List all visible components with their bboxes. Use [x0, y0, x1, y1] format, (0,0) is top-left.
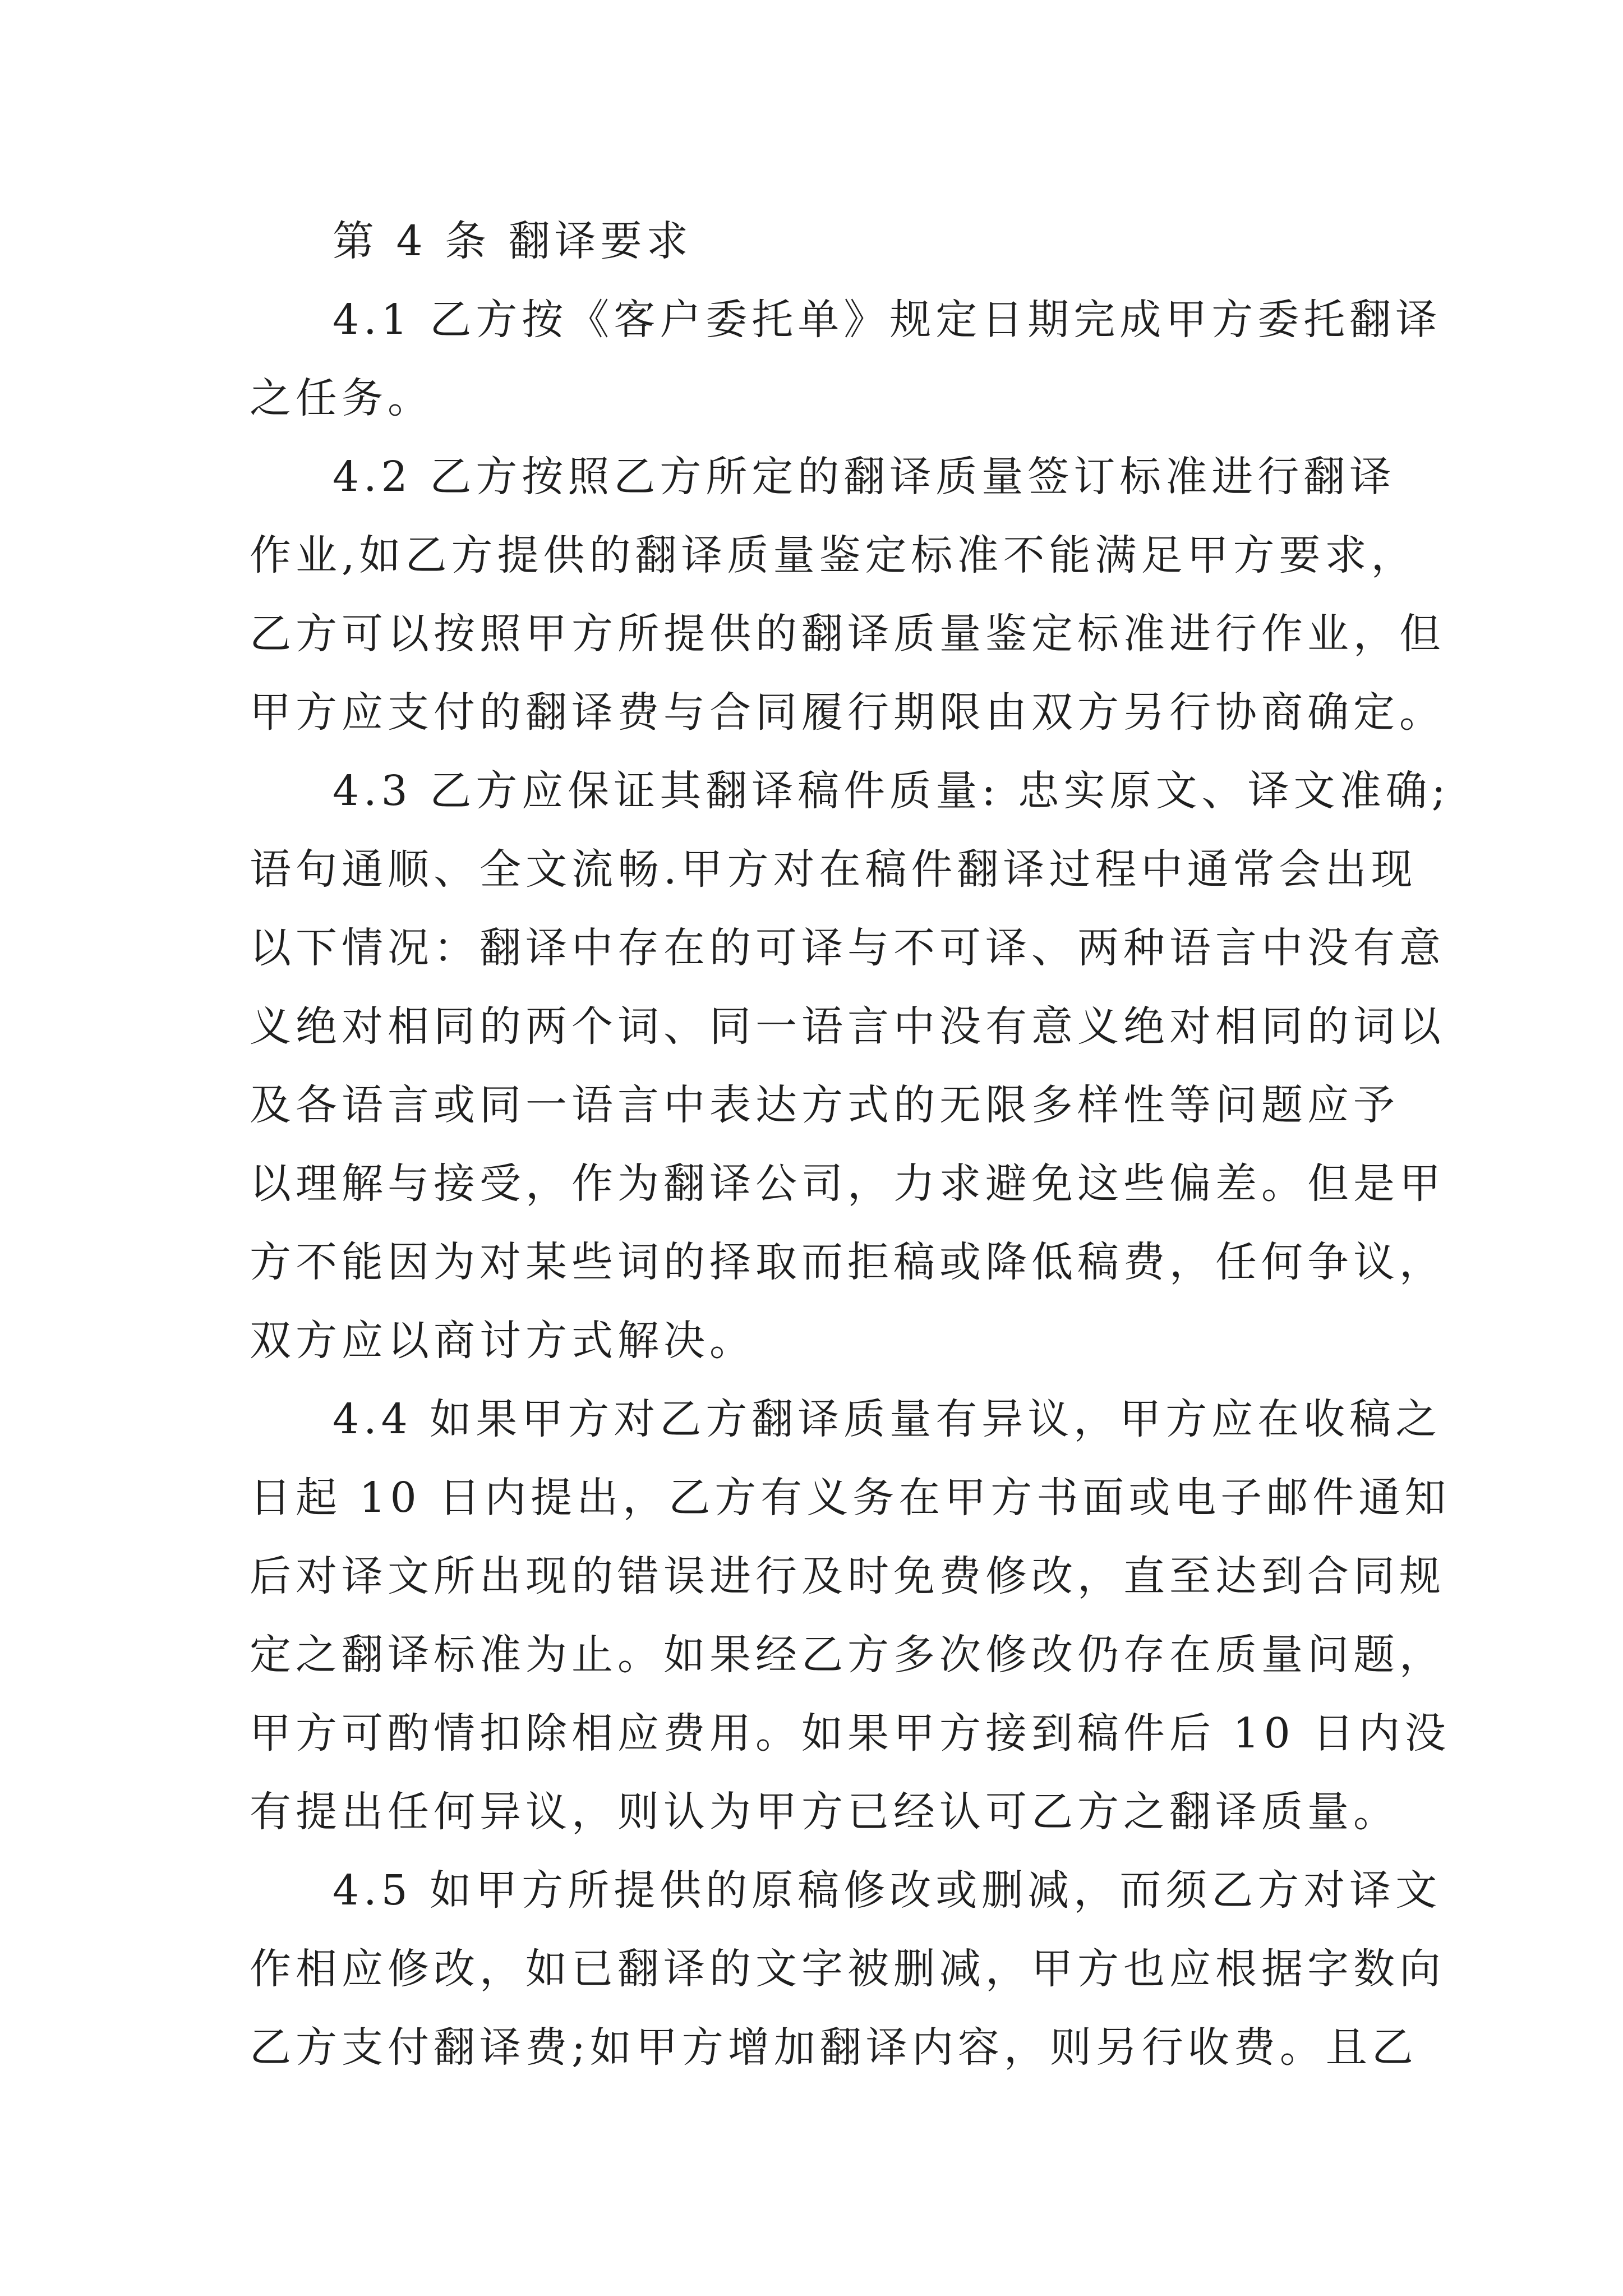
- paragraph-line: 乙方支付翻译费;如甲方增加翻译内容，则另行收费。且乙: [250, 2023, 1418, 2072]
- paragraph-line: 双方应以商讨方式解决。: [250, 1317, 755, 1365]
- paragraph-line: 方不能因为对某些词的择取而拒稿或降低稿费，任何争议，: [250, 1238, 1445, 1286]
- paragraph-line: 4.1 乙方按《客户委托单》规定日期完成甲方委托翻译: [333, 296, 1442, 344]
- paragraph-line: 语句通顺、全文流畅.甲方对在稿件翻译过程中通常会出现: [250, 845, 1417, 894]
- paragraph-line: 之任务。: [250, 374, 434, 422]
- paragraph-line: 作相应修改，如已翻译的文字被删减，甲方也应根据字数向: [250, 1945, 1445, 1993]
- document-body: [250, 202, 1451, 2087]
- paragraph-line: 及各语言或同一语言中表达方式的无限多样性等问题应予: [250, 1081, 1399, 1129]
- paragraph-line: 4.3 乙方应保证其翻译稿件质量: 忠实原文、译文准确;: [333, 767, 1450, 815]
- paragraph-line: 甲方可酌情扣除相应费用。如果甲方接到稿件后 10 日内没: [250, 1709, 1451, 1757]
- paragraph-line: 义绝对相同的两个词、同一语言中没有意义绝对相同的词以: [250, 1002, 1445, 1051]
- paragraph-line: 以理解与接受，作为翻译公司，力求避免这些偏差。但是甲: [250, 1159, 1445, 1208]
- paragraph-line: 有提出任何异议，则认为甲方已经认可乙方之翻译质量。: [250, 1788, 1399, 1836]
- section-heading: 第 4 条 翻译要求: [333, 217, 693, 265]
- paragraph-line: 甲方应支付的翻译费与合同履行期限由双方另行协商确定。: [250, 688, 1445, 737]
- paragraph-line: 乙方可以按照甲方所提供的翻译质量鉴定标准进行作业，但: [250, 610, 1445, 658]
- paragraph-line: 作业,如乙方提供的翻译质量鉴定标准不能满足甲方要求，: [250, 531, 1417, 579]
- paragraph-line: 日起 10 日内提出，乙方有义务在甲方书面或电子邮件通知: [250, 1474, 1451, 1522]
- paragraph-line: 以下情况：翻译中存在的可译与不可译、两种语言中没有意: [250, 924, 1445, 972]
- paragraph-line: 后对译文所出现的错误进行及时免费修改，直至达到合同规: [250, 1552, 1445, 1600]
- paragraph-line: 4.5 如甲方所提供的原稿修改或删减，而须乙方对译文: [333, 1866, 1442, 1915]
- paragraph-line: 定之翻译标准为止。如果经乙方多次修改仍存在质量问题，: [250, 1631, 1445, 1679]
- paragraph-line: 4.4 如果甲方对乙方翻译质量有异议，甲方应在收稿之: [333, 1395, 1442, 1443]
- paragraph-line: 4.2 乙方按照乙方所定的翻译质量签订标准进行翻译: [333, 453, 1396, 501]
